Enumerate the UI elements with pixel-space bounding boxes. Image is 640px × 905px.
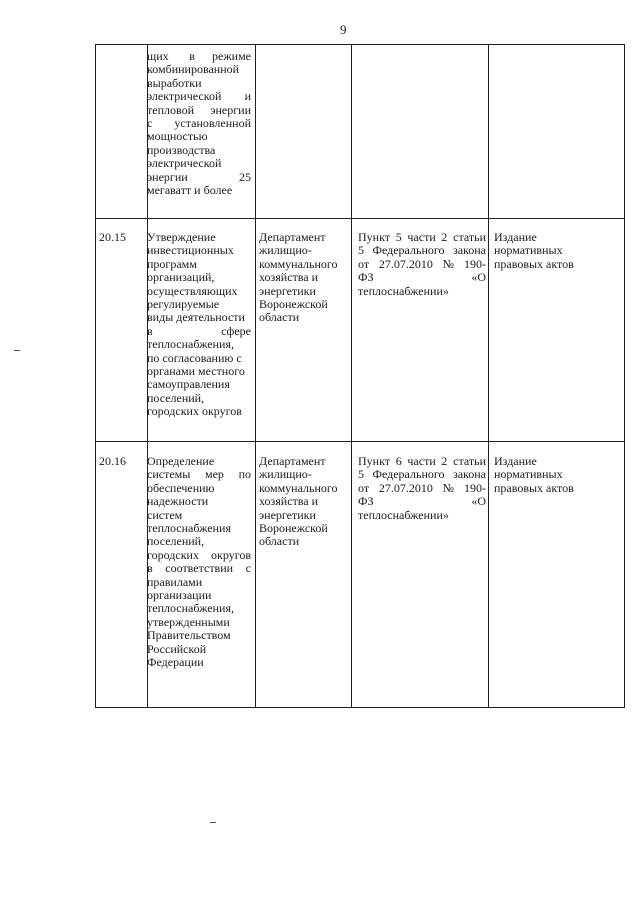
cell-line: щих в режиме <box>147 49 251 63</box>
cell-line: ФЗ «О <box>358 270 486 285</box>
cell-line: жилищно- <box>259 243 312 258</box>
table-border-left <box>95 44 96 708</box>
page-number: 9 <box>340 22 347 37</box>
cell-line: от 27.07.2010 № 190- <box>358 256 486 271</box>
cell-line: городских округов <box>147 547 251 562</box>
cell-line: виды деятельности <box>147 310 245 325</box>
authority-cell <box>147 455 251 670</box>
cell-line: энергетики <box>259 283 316 298</box>
cell-line: системы мер по <box>147 467 251 482</box>
cell-line: осуществляющих <box>147 283 238 298</box>
cell-line: производства <box>147 142 216 157</box>
cell-line: самоуправления <box>147 377 230 392</box>
cell-line: надежности <box>147 494 209 509</box>
cell-line: тепловой энергии <box>147 102 251 117</box>
cell-line: Федерации <box>147 655 204 670</box>
form-cell <box>494 231 622 271</box>
cell-line: утвержденными <box>147 614 230 629</box>
table-border-top <box>95 44 625 45</box>
scan-artifact <box>210 822 216 823</box>
cell-line: систем <box>147 507 183 522</box>
cell-line: правовых актов <box>494 480 574 495</box>
cell-line: 5 Федерального закона <box>358 467 486 482</box>
cell-line: правовых актов <box>494 256 574 271</box>
cell-line: электрической и <box>147 89 251 104</box>
column-divider <box>488 44 489 708</box>
cell-line: от 27.07.2010 № 190- <box>358 480 486 495</box>
legal-basis-cell <box>358 455 486 522</box>
cell-line: Пункт 5 части 2 статьи <box>358 230 486 244</box>
cell-line: городских округов <box>147 404 242 419</box>
cell-line: по согласованию с <box>147 350 242 365</box>
cell-line: мощностью <box>147 129 208 144</box>
cell-line: энергетики <box>259 507 316 522</box>
authority-cell <box>147 231 251 419</box>
cell-line: коммунального <box>259 256 338 271</box>
cell-line: организации <box>147 588 212 603</box>
cell-line: выработки <box>147 75 202 90</box>
cell-line: области <box>259 534 300 549</box>
cell-line: Российской <box>147 641 207 656</box>
table-border-bottom <box>95 707 625 708</box>
table-border-right <box>624 44 625 708</box>
cell-line: электрической <box>147 156 222 171</box>
cell-line: с установленной <box>147 116 251 131</box>
cell-line: Воронежской <box>259 521 328 536</box>
cell-line: энергии 25 <box>147 169 251 184</box>
cell-line: поселений, <box>147 534 205 549</box>
cell-line: правилами <box>147 574 203 589</box>
form-cell <box>494 455 622 495</box>
cell-line: Издание <box>494 454 537 468</box>
cell-line: области <box>259 310 300 325</box>
cell-line: Издание <box>494 230 537 244</box>
row-number: 20.15 <box>99 230 126 244</box>
legal-basis-cell <box>358 231 486 298</box>
cell-line: в сфере <box>147 323 251 338</box>
cell-line: комбинированной <box>147 62 240 77</box>
cell-line: теплоснабжении» <box>358 507 449 522</box>
row-number: 20.16 <box>99 454 126 468</box>
authority-cell <box>147 50 251 197</box>
cell-line: нормативных <box>494 243 563 258</box>
cell-line: Утверждение <box>147 230 216 244</box>
cell-line: ФЗ «О <box>358 494 486 509</box>
cell-line: мегаватт и более <box>147 183 233 198</box>
cell-line: в соответствии с <box>147 561 251 576</box>
cell-line: 5 Федерального закона <box>358 243 486 258</box>
cell-line: хозяйства и <box>259 494 319 509</box>
executor-cell <box>259 231 347 325</box>
cell-line: теплоснабжения <box>147 521 231 536</box>
cell-line: нормативных <box>494 467 563 482</box>
scan-artifact <box>14 350 20 351</box>
cell-line: коммунального <box>259 480 338 495</box>
cell-line: теплоснабжении» <box>358 283 449 298</box>
cell-line: Пункт 6 части 2 статьи <box>358 454 486 468</box>
cell-line: регулируемые <box>147 297 220 312</box>
row-divider <box>95 218 625 219</box>
cell-line: поселений, <box>147 390 205 405</box>
cell-line: Воронежской <box>259 297 328 312</box>
cell-line: теплоснабжения, <box>147 337 234 352</box>
cell-line: Департамент <box>259 454 326 468</box>
cell-line: Определение <box>147 454 215 468</box>
column-divider <box>351 44 352 708</box>
cell-line: органами местного <box>147 364 245 379</box>
column-divider <box>255 44 256 708</box>
row-divider <box>95 441 625 442</box>
cell-line: теплоснабжения, <box>147 601 234 616</box>
cell-line: инвестиционных <box>147 243 234 258</box>
cell-line: обеспечению <box>147 480 215 495</box>
executor-cell <box>259 455 347 549</box>
cell-line: Департамент <box>259 230 326 244</box>
cell-line: жилищно- <box>259 467 312 482</box>
cell-line: организаций, <box>147 270 215 285</box>
cell-line: хозяйства и <box>259 270 319 285</box>
cell-line: программ <box>147 256 197 271</box>
cell-line: Правительством <box>147 628 231 643</box>
